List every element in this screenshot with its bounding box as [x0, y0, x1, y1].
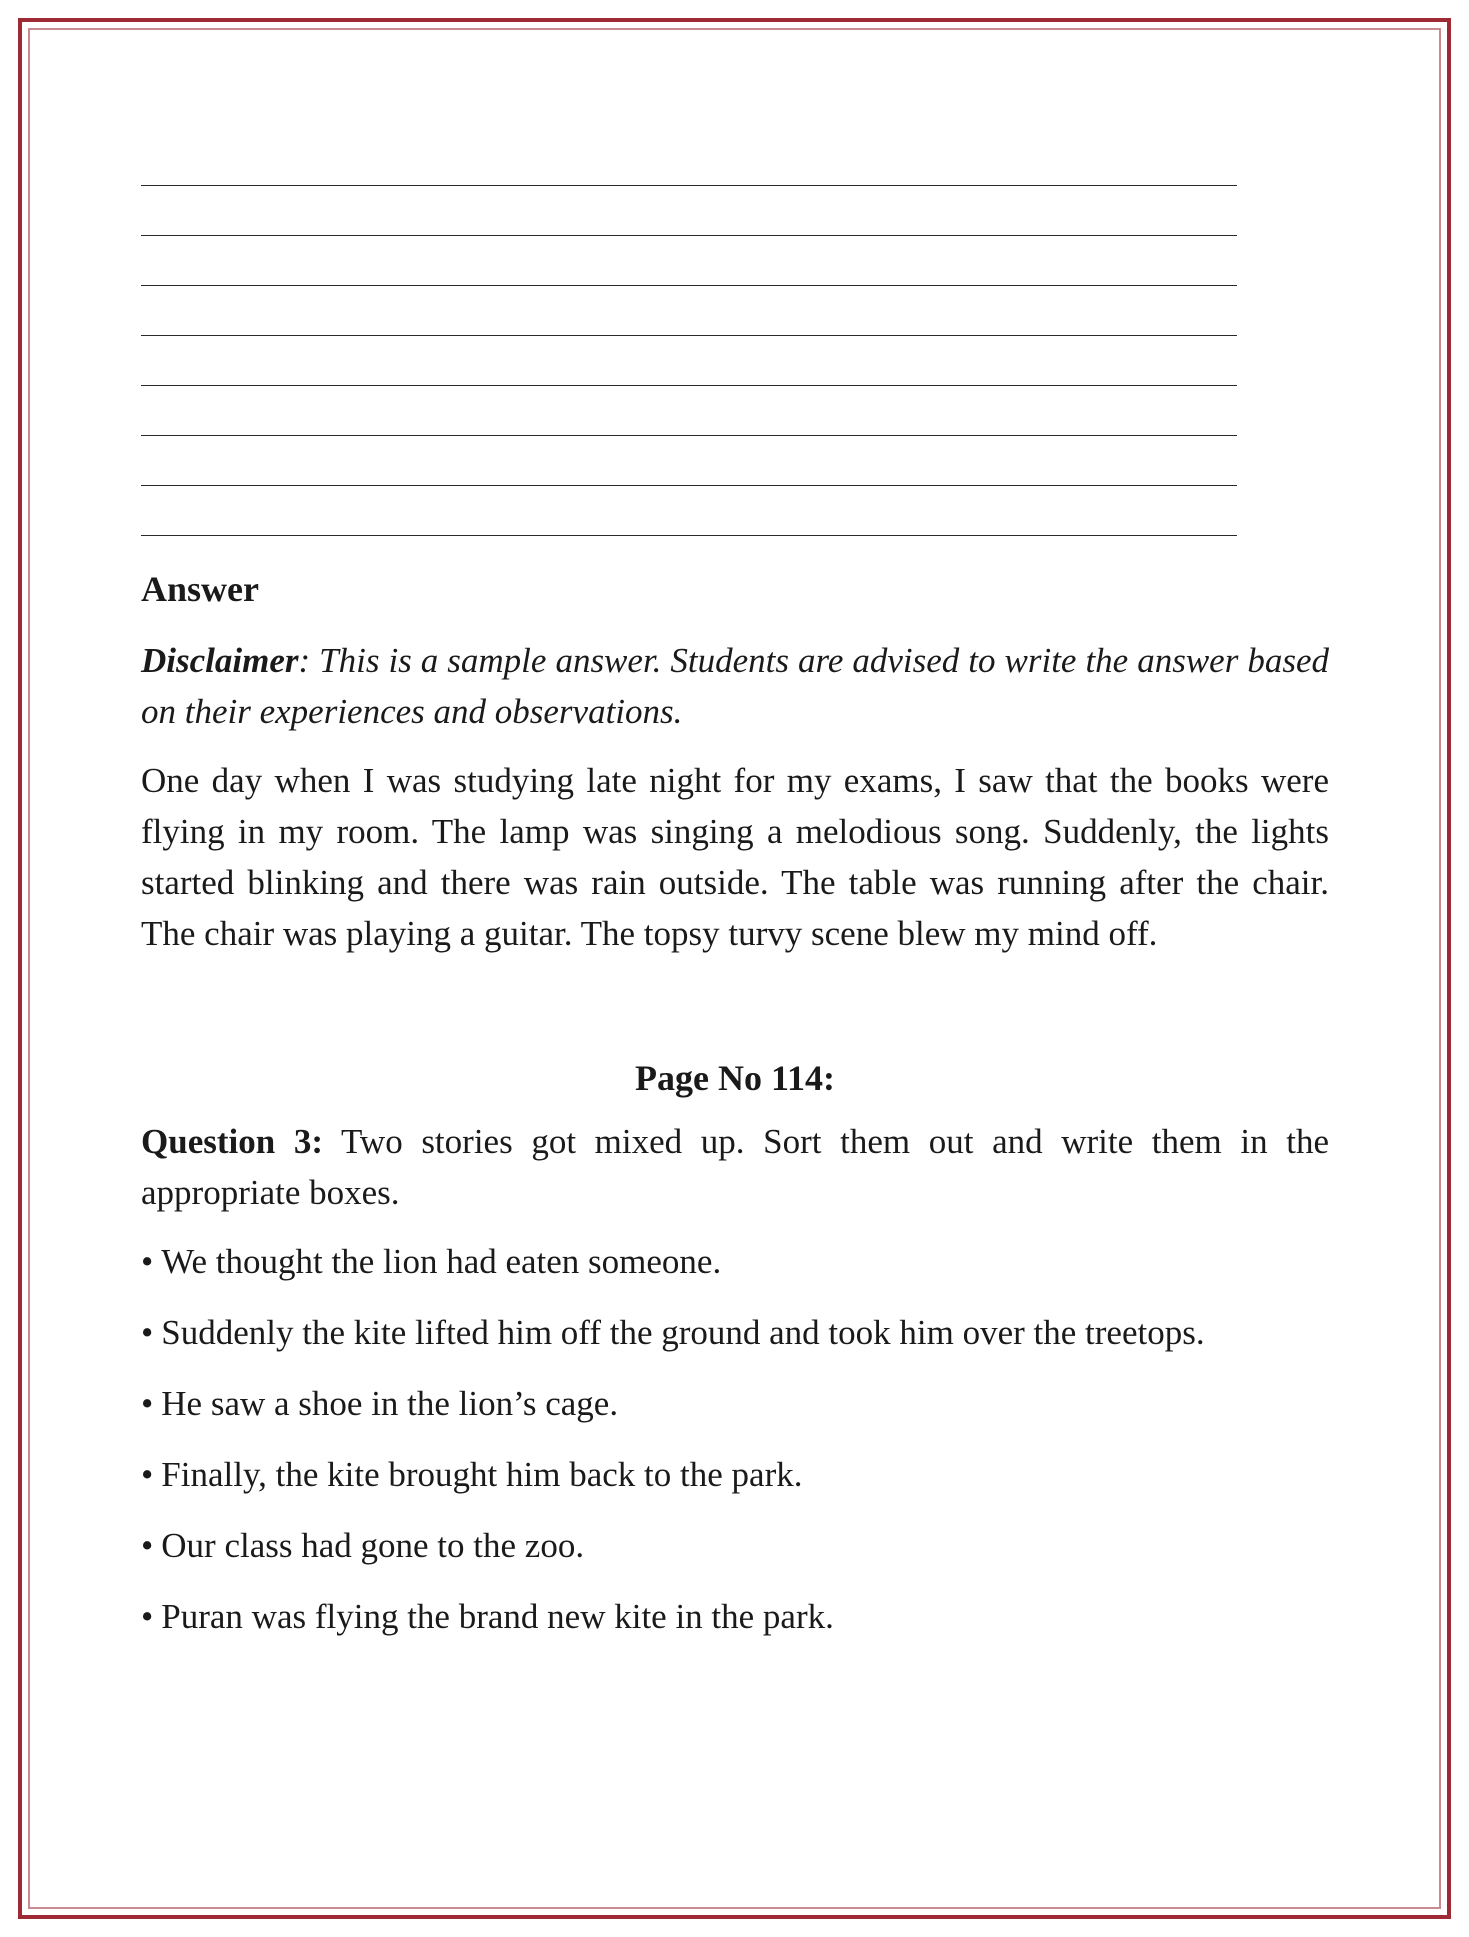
list-item [141, 1236, 1329, 1287]
bullet-icon: • [141, 1312, 154, 1352]
disclaimer-text: : This is a sample answer. Students are advised to write the answer based on their experiences and observations. [141, 640, 1329, 731]
story-sentences-list [141, 1236, 1329, 1642]
writing-line [141, 236, 1237, 286]
answer-paragraph: One day when I was studying late night for my exams, I saw that the books were flying in my room. The lamp was singing a melodious song. Suddenly, the lights started blinking and there was rain outside. The table was running after the chair. The chair was playing a guitar. The topsy turvy scene blew my mind off. [141, 760, 1329, 953]
answer-heading: Answer [141, 569, 259, 609]
list-item [141, 1378, 1329, 1429]
list-item-text: He saw a shoe in the lion’s cage. [161, 1383, 619, 1423]
list-item-text: Suddenly the kite lifted him off the ground and took him over the treetops. [161, 1312, 1205, 1352]
question-text: Two stories got mixed up. Sort them out and write them in the appropriate boxes. [141, 1121, 1329, 1212]
blank-writing-lines [141, 150, 1237, 536]
list-item-text: Finally, the kite brought him back to the park. [161, 1454, 803, 1494]
list-item [141, 1307, 1329, 1358]
question-label: Question 3: [141, 1121, 323, 1161]
list-item [141, 1449, 1329, 1500]
page-content [141, 150, 1329, 1662]
bullet-icon: • [141, 1454, 154, 1494]
writing-line [141, 386, 1237, 436]
disclaimer [141, 635, 1329, 737]
list-item-text: Puran was flying the brand new kite in the park. [161, 1596, 834, 1636]
disclaimer-label: Disclaimer [141, 640, 299, 680]
bullet-icon: • [141, 1241, 154, 1281]
bullet-icon: • [141, 1525, 154, 1565]
writing-line [141, 286, 1237, 336]
question-3 [141, 1116, 1329, 1218]
list-item [141, 1591, 1329, 1642]
writing-line [141, 486, 1237, 536]
writing-line [141, 186, 1237, 236]
bullet-icon: • [141, 1596, 154, 1636]
writing-line [141, 150, 1237, 186]
list-item-text: Our class had gone to the zoo. [161, 1525, 585, 1565]
writing-line [141, 336, 1237, 386]
list-item-text: We thought the lion had eaten someone. [161, 1241, 722, 1281]
bullet-icon: • [141, 1383, 154, 1423]
writing-line [141, 436, 1237, 486]
list-item [141, 1520, 1329, 1571]
page-number-heading: Page No 114: [635, 1057, 835, 1098]
